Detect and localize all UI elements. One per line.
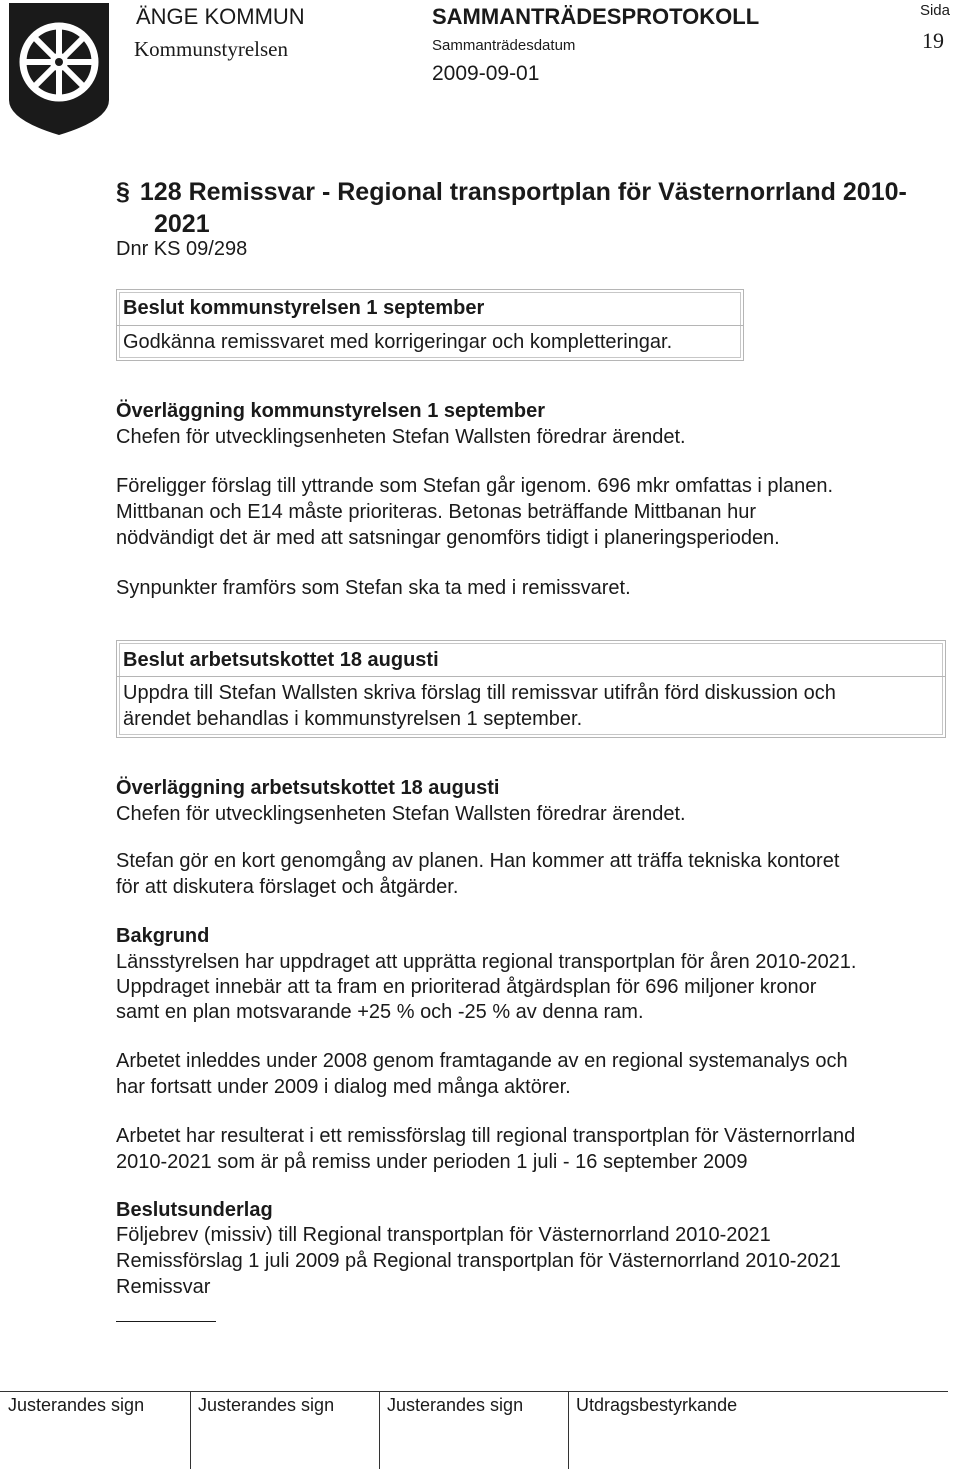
section-title-line1: 128 Remissvar - Regional transportplan för Västernorrland 2010- bbox=[139, 178, 907, 206]
deliberation-ks-heading: Överläggning kommunstyrelsen 1 september bbox=[116, 400, 546, 422]
municipality-logo-icon bbox=[6, 0, 112, 138]
background-p1-line3: samt en plan motsvarande +25 % och -25 % av denna ram. bbox=[116, 1001, 644, 1023]
section-title-line2: 2021 bbox=[154, 210, 210, 238]
deliberation-au-p2-line1: Stefan gör en kort genomgång av planen. Han kommer att träffa tekniska kontoret bbox=[116, 850, 840, 872]
deliberation-au-p2-line2: för att diskutera förslaget och åtgärder. bbox=[116, 876, 459, 898]
decision-au-box bbox=[116, 640, 946, 738]
deliberation-au-line1: Chefen för utvecklingsenheten Stefan Wallsten föredrar ärendet. bbox=[116, 803, 686, 825]
meeting-date-label: Sammanträdesdatum bbox=[432, 37, 576, 54]
background-p2-line1: Arbetet inleddes under 2008 genom framtagande av en regional systemanalys och bbox=[116, 1050, 848, 1072]
basis-heading: Beslutsunderlag bbox=[116, 1199, 273, 1221]
decision-au-line2: ärendet behandlas i kommunstyrelsen 1 september. bbox=[123, 708, 583, 730]
decision-au-heading: Beslut arbetsutskottet 18 augusti bbox=[123, 649, 439, 671]
paragraph-sign: § bbox=[116, 178, 130, 206]
deliberation-ks-p2-line2: Mittbanan och E14 måste prioriteras. Betonas beträffande Mittbanan hur bbox=[116, 501, 757, 523]
footer-sign-1: Justerandes sign bbox=[8, 1395, 145, 1415]
section-title bbox=[116, 176, 946, 240]
deliberation-ks-line1: Chefen för utvecklingsenheten Stefan Wallsten föredrar ärendet. bbox=[116, 426, 686, 448]
decision-ks-text: Godkänna remissvaret med korrigeringar och kompletteringar. bbox=[123, 331, 673, 353]
page-label: Sida bbox=[919, 2, 950, 19]
deliberation-ks-p3: Synpunkter framförs som Stefan ska ta med i remissvaret. bbox=[116, 577, 631, 599]
deliberation-au-heading: Överläggning arbetsutskottet 18 augusti bbox=[116, 777, 500, 799]
deliberation-ks-p2-line1: Föreligger förslag till yttrande som Stefan går igenom. 696 mkr omfattas i planen. bbox=[116, 475, 834, 497]
basis-item-2: Remissförslag 1 juli 2009 på Regional transportplan för Västernorrland 2010-2021 bbox=[116, 1250, 841, 1272]
background-p1-line1: Länsstyrelsen har uppdraget att upprätta regional transportplan för åren 2010-2021. bbox=[116, 951, 857, 973]
basis-item-3: Remissvar bbox=[116, 1276, 211, 1298]
page-number: 19 bbox=[922, 28, 944, 53]
board-name: Kommunstyrelsen bbox=[134, 37, 288, 61]
background-p3-line2: 2010-2021 som är på remiss under perioden 1 juli - 16 september 2009 bbox=[116, 1151, 748, 1173]
footer-sign-2: Justerandes sign bbox=[198, 1395, 335, 1415]
deliberation-ks-p2-line3: nödvändigt det är med att satsningar genomförs tidigt i planeringsperioden. bbox=[116, 527, 780, 549]
end-rule bbox=[116, 1321, 216, 1322]
protocol-title: SAMMANTRÄDESPROTOKOLL bbox=[432, 4, 760, 29]
footer-sign-3: Justerandes sign bbox=[387, 1395, 524, 1415]
footer-certification: Utdragsbestyrkande bbox=[576, 1395, 738, 1415]
background-p1-line2: Uppdraget innebär att ta fram en prioriterad åtgärdsplan för 696 miljoner kronor bbox=[116, 976, 817, 998]
basis-item-1: Följebrev (missiv) till Regional transportplan för Västernorrland 2010-2021 bbox=[116, 1224, 771, 1246]
decision-ks-box bbox=[116, 289, 744, 361]
background-heading: Bakgrund bbox=[116, 925, 210, 947]
meeting-date: 2009-09-01 bbox=[432, 62, 540, 85]
background-p2-line2: har fortsatt under 2009 i dialog med många aktörer. bbox=[116, 1076, 571, 1098]
background-p3-line1: Arbetet har resulterat i ett remissförslag till regional transportplan för Västernorrland bbox=[116, 1125, 856, 1147]
decision-au-line1: Uppdra till Stefan Wallsten skriva förslag till remissvar utifrån förd diskussion och bbox=[123, 682, 836, 704]
decision-ks-heading: Beslut kommunstyrelsen 1 september bbox=[123, 297, 485, 319]
case-number: Dnr KS 09/298 bbox=[116, 238, 248, 260]
municipality-name: ÄNGE KOMMUN bbox=[136, 4, 305, 29]
